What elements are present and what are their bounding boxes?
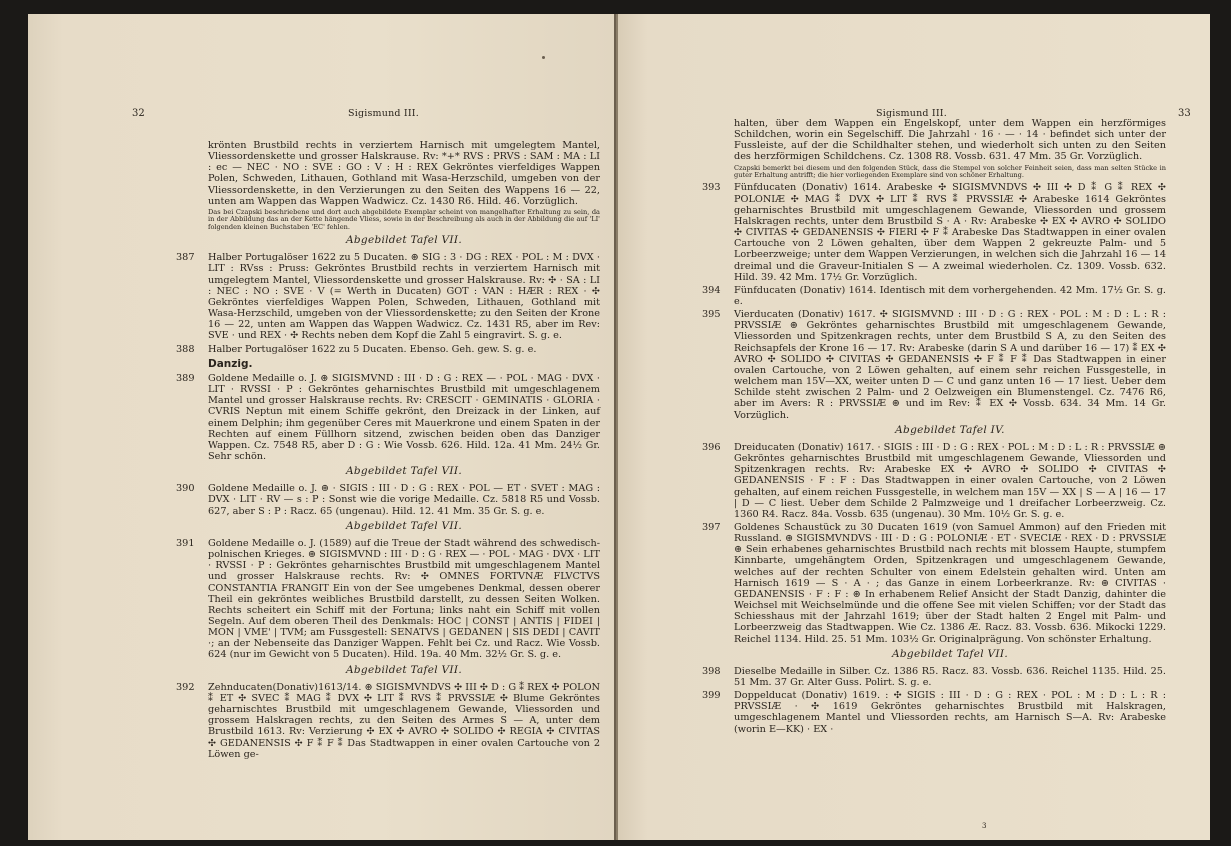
entry-number: 393 bbox=[702, 182, 721, 194]
running-head: Sigismund III. bbox=[348, 108, 419, 119]
paper-speck bbox=[542, 56, 545, 59]
plate-caption: Abgebildet Tafel VII. bbox=[346, 465, 462, 478]
catalog-entry bbox=[702, 442, 1166, 520]
entry-number: 398 bbox=[702, 665, 721, 677]
catalog-entry bbox=[702, 666, 1166, 688]
entry-number: 396 bbox=[702, 441, 721, 453]
plate-caption: Abgebildet Tafel VII. bbox=[346, 234, 462, 247]
entry-continuation bbox=[702, 118, 1166, 179]
entry-text: Dreiducaten (Donativ) 1617. · SIGIS : III · D : G : REX · POL : M : D : L : R : PRVSSIÆ ⊛ Gekröntes geharnischtes Brustbild mit umgeschlagenem Gewande, Vliessorden und Spitzenkragen rechts. Rv: Arabeske EX ✣ AVRO ✣ SOLIDO ✣ CIVITAS ✣ GEDANENSIS · F : F : Das Stadtwappen in einer ovalen Cartouche, von 2 Löwen gehalten, auf einem reichen Fussgestelle, in welchem man 15V — XX | S — A | 16 — 17 | D — C liest. Ueber dem Schilde 2 Palmzweige und 1 dreifacher Lorbeerzweig. Cz. 1360 R4. Racz. 84a. Vossb. 635 (ungenau). 30 Mm. 10½ Gr. S. g. e. bbox=[734, 441, 1166, 520]
entry-text: krönten Brustbild rechts in verziertem Harnisch mit umgelegtem Mantel, Vliessordenskette und grosser Halskrause. Rv: *+* RVS : PRVS : SAM : MA : LI : ec — NEC · NO : SVE : GO : V : H : REX Gekröntes vierfeldiges Wappen Polen, Schweden, Lithauen, Gothland mit Wasa-Herzschild, umgeben von der Vliessordenskette, in den Verzierungen zu den Seiten des Wappens 16 — 22, unten am Wappen das Wappen Wadwicz. Cz. 1430 R6. Hild. 46. Vorzüglich. bbox=[208, 140, 600, 207]
entry-continuation bbox=[176, 140, 600, 246]
left-page bbox=[28, 14, 616, 840]
plate-caption: Abgebildet Tafel IV. bbox=[895, 423, 1005, 436]
entry-number: 399 bbox=[702, 690, 721, 702]
entry-number: 388 bbox=[176, 343, 195, 355]
entry-number: 394 bbox=[702, 284, 721, 296]
catalog-entry bbox=[176, 252, 600, 341]
signature-mark: 3 bbox=[982, 822, 987, 830]
entry-text: Goldene Medaille o. J. ⊛ SIGISMVND : III · D : G : REX — · POL · MAG · DVX · LIT · RVSSI · P : Gekröntes geharnischtes Brustbild mit umgeschlagenem Mantel und grosser Halskrause rechts. Rv: CRESCIT · GEMINATIS · GLORIA · CVRIS Neptun mit einem Schiffe gekrönt, den Dreizack in der Linken, auf einem Delphin; ihm gegenüber Ceres mit Mauerkrone und einem Spaten in der Rechten auf einem Füllhorn sitzend, zwischen beiden oben das Danziger Wappen. Cz. 7548 R5, aber D : G : Wie Vossb. 626. Hild. 12a. 41 Mm. 24½ Gr. Sehr schön. bbox=[208, 372, 600, 462]
catalog-entry bbox=[176, 344, 600, 355]
page-number: 33 bbox=[1178, 108, 1191, 119]
catalog-entry bbox=[702, 522, 1166, 660]
entry-text: Fünfducaten (Donativ) 1614. Identisch mit dem vorhergehenden. 42 Mm. 17½ Gr. S. g. e. bbox=[734, 284, 1166, 307]
catalog-entry bbox=[176, 682, 600, 760]
entry-number: 395 bbox=[702, 309, 721, 321]
catalog-entry bbox=[176, 483, 600, 532]
section-heading: Danzig. bbox=[208, 357, 253, 370]
entry-text: Doppelducat (Donativ) 1619. : ✣ SIGIS : III · D : G : REX · POL : M : D : L : R : PRVSSIÆ · ✣ 1619 Gekröntes geharnischtes Brustbild mit Halskragen, umgeschlagenem Mantel und Vliessorden rechts, am Harnisch S—A. Rv: Arabeske (worin E—KK) · EX · bbox=[734, 690, 1166, 735]
entry-number: 391 bbox=[176, 537, 195, 549]
plate-caption: Abgebildet Tafel VII. bbox=[346, 663, 462, 676]
entry-text: halten, über dem Wappen ein Engelskopf, unter dem Wappen ein herzförmiges Schildchen, worin ein Segelschiff. Die Jahrzahl · 16 · — · 14 · befindet sich unter der Fussleiste, auf der die Schildhalter stehen, und wiederholt sich unten zu den Seiten des herzförmigen Schildchens. Cz. 1308 R8. Vossb. 631. 47 Mm. 35 Gr. Vorzüglich. bbox=[734, 118, 1166, 163]
entry-number: 390 bbox=[176, 483, 195, 495]
entry-text: Goldenes Schaustück zu 30 Ducaten 1619 (von Samuel Ammon) auf den Frieden mit Russland. ⊛ SIGISMVNDVS · III · D : G : POLONIÆ · ET · SVECIÆ · REX · D : PRVSSIÆ ⊛ Sein erhabenes geharnischtes Brustbild nach rechts mit blossem Haupte, stumpfem Kinnbarte, umgehängtem Orden, Spitzenkragen und umgeschlagenem Gewande, welches auf der rechten Schulter von einem Edelstein gehalten wird. Unten am Harnisch 1619 — S · A · ; das Ganze in einem Lorbeerkranze. Rv: ⊛ CIVITAS · GEDANENSIS · F : F : ⊛ In erhabenem Relief Ansicht der Stadt Danzig, dahinter die Weichsel mit Weichselmünde und die offene See mit vielen Schiffen; vor der Stadt das Schiesshaus mit der Jahrzahl 1619; über der Stadt halten 2 Engel mit Palm- und Lorbeerzweig das Stadtwappen. Wie Cz. 1386 Æ. Racz. 83. Vossb. 636. Mikocki 1229. Reichel 1134. Hild. 25. 51 Mm. 103½ Gr. Originalprägung. Von schönster Erhaltung. bbox=[734, 521, 1166, 645]
catalog-entry bbox=[702, 285, 1166, 307]
page-number: 32 bbox=[132, 108, 145, 119]
entry-text: Goldene Medaille o. J. ⊛ · SIGIS : III · D : G : REX · POL — ET · SVET : MAG : DVX · LIT · RV — s : P : Sonst wie die vorige Medaille. Cz. 5818 R5 und Vossb. 627, aber S : P : Racz. 65 (ungenau). Hild. 12. 41 Mm. 35 Gr. S. g. e. bbox=[208, 483, 600, 517]
footnote: Das bei Czapski beschriebene und dort auch abgebildete Exemplar scheint von mangelhafter Erhaltung zu sein, da in der Abbildung das an der Kette hängende Vliess, sowie in der Beschreibung als auch in der Abbildung die auf 'LI' folgenden kleinen Buchstaben 'EC' fehlen. bbox=[208, 207, 600, 231]
entry-text: Goldene Medaille o. J. (1589) auf die Treue der Stadt während des schwedisch-polnischen Krieges. ⊛ SIGISMVND : III · D : G · REX — · POL · MAG · DVX · LIT · RVSSI · P : Gekröntes geharnischtes Brustbild mit umgeschlagenem Mantel und grosser Halskrause rechts. Rv: ✣ OMNES FORTVNÆ FLVCTVS CONSTANTIA FRANGIT Ein von der See umgebenes Denkmal, dessen oberer Theil ein gekröntes weibliches Brustbild darstellt, zu dessen Seiten Wolken. Rechts scheitert ein Schiff mit der Fortuna; links naht ein Schiff mit vollen Segeln. Auf dem oberen Theil des Denkmals: HOC | CONST | ANTIS | FIDEI | MON | VME' | TVM; am Fussgestell: SENATVS | GEDANEN | SIS DEDI | CAVIT ·; an der Nebenseite das Danziger Wappen. Fehlt bei Cz. und Racz. Wie Vossb. 624 (nur im Gewicht von 5 Ducaten). Hild. 19a. 40 Mm. 32½ Gr. S. g. e. bbox=[208, 537, 600, 661]
entry-text: Zehnducaten(Donativ)1613/14. ⊛ SIGISMVNDVS ✣ III ✣ D : G ⁑ REX ✣ POLON ⁑ ET ✣ SVEC ⁑ MAG ⁑ DVX ✣ LIT ⁑ RVS ⁑ PRVSSIÆ ✣ Blume Gekröntes geharnischtes Brustbild mit umgeschlagenem Gewande, Vliessorden und grossem Halskragen rechts, zu den Seiten des Armes S — A, unter dem Brustbild 1613. Rv: Verzierung ✣ EX ✣ AVRO ✣ SOLIDO ✣ REGIA ✣ CIVITAS ✣ GEDANENSIS ✣ F ⁑ F ⁑ Das Stadtwappen in einer ovalen Cartouche von 2 Löwen ge- bbox=[208, 681, 600, 760]
catalog-entry bbox=[702, 309, 1166, 436]
entry-text: Halber Portugalöser 1622 zu 5 Ducaten. ⊛ SIG : 3 · DG : REX · POL : M : DVX · LIT : RVss : Pruss: Gekröntes Brustbild rechts in verziertem Harnisch mit umgelegtem Mantel, Vliessordenskette und grosser Halskrause. Rv: ✣ · SA : LI : NEC : NO : SVE · V (= Werth in Ducaten) GOT : VAN : HÆR : REX · ✣ Gekröntes vierfeldiges Wappen Polen, Schweden, Lithauen, Gothland mit Wasa-Herzschild, umgeben von der Vliessordenskette; zu den Seiten der Krone 16 — 22, unten am Wappen das Wappen Wadwicz. Cz. 1431 R5, aber im Rev: SVE · und REX · ✣ Rechts neben dem Kopf die Zahl 5 eingravirt. S. g. e. bbox=[208, 252, 600, 342]
entry-number: 387 bbox=[176, 252, 195, 264]
catalog-entry bbox=[702, 690, 1166, 735]
entry-text: Dieselbe Medaille in Silber. Cz. 1386 R5. Racz. 83. Vossb. 636. Reichel 1135. Hild. 25. 51 Mm. 37 Gr. Alter Guss. Polirt. S. g. e. bbox=[734, 665, 1166, 688]
plate-caption: Abgebildet Tafel VII. bbox=[892, 647, 1008, 660]
running-head: Sigismund III. bbox=[876, 108, 947, 119]
entry-text: Vierducaten (Donativ) 1617. ✣ SIGISMVND : III · D : G : REX · POL : M : D : L : R : PRVSSIÆ ⊛ Gekröntes geharnischtes Brustbild mit umgeschlagenem Gewande, Vliessorden und Spitzenkragen rechts, unter dem Brustbild S A, zu den Seiten des Reichsapfels der Krone 16 — 17. Rv: Arabeske (darin S A und darüber 16 — 17) ⁑ EX ✣ AVRO ✣ SOLIDO ✣ CIVITAS ✣ GEDANENSIS ✣ F ⁑ F ⁑ Das Stadtwappen in einer ovalen Cartouche, von 2 Löwen gehalten, auf einem sehr reichen Fussgestelle, in welchem man 15V—XX, weiter unten D — C und ganz unten 16 — 17 liest. Ueber dem Schilde steht zwischen 2 Palm- und 2 Oelzweigen ein Blumenstengel. Cz. 7476 R6, aber im Avers: R : PRVSSIÆ ⊛ und im Rev: ⁑ EX ✣ Vossb. 634. 34 Mm. 14 Gr. Vorzüglich. bbox=[734, 309, 1166, 421]
catalog-entry bbox=[702, 182, 1166, 282]
entry-number: 397 bbox=[702, 521, 721, 533]
right-column bbox=[702, 118, 1166, 737]
entry-text: Halber Portugalöser 1622 zu 5 Ducaten. Ebenso. Geh. gew. S. g. e. bbox=[208, 343, 537, 355]
catalog-entry bbox=[176, 538, 600, 676]
left-column bbox=[176, 140, 600, 762]
catalog-entry bbox=[176, 373, 600, 477]
footnote: Czapski bemerkt bei diesem und den folgenden Stück, dass die Stempel von solcher Feinheit seien, dass man selten Stücke in guter Erhaltung antrifft; die hier vorliegenden Exemplare sind von schöner Erhaltung. bbox=[734, 163, 1166, 180]
entry-text: Fünfducaten (Donativ) 1614. Arabeske ✣ SIGISMVNDVS ✣ III ✣ D ⁑ G ⁑ REX ✣ POLONIÆ ✣ MAG ⁑ DVX ✣ LIT ⁑ RVS ⁑ PRVSSIÆ ✣ Arabeske 1614 Gekröntes geharnischtes Brustbild mit umgeschlagenem Gewande, Vliessorden und grossem Halskragen rechts, unter dem Brustbild S · A · Rv: Arabeske ✣ EX ✣ AVRO ✣ SOLIDO ✣ CIVITAS ✣ GEDANENSIS ✣ FIERI ✣ F ⁑ Arabeske Das Stadtwappen in einer ovalen Cartouche von 2 Löwen gehalten, über dem Wappen 2 gekreuzte Palm- und 5 Lorbeerzweige; unter dem Wappen Verzierungen, in welchen sich die Jahrzahl 16 — 14 dreimal und die Graveur-Initialen S — A zweimal wiederholen. Cz. 1309. Vossb. 632. Hild. 39. 42 Mm. 17½ Gr. Vorzüglich. bbox=[734, 182, 1166, 283]
entry-number: 389 bbox=[176, 372, 195, 384]
entry-number: 392 bbox=[176, 681, 195, 693]
right-page bbox=[616, 14, 1210, 840]
plate-caption: Abgebildet Tafel VII. bbox=[346, 519, 462, 532]
